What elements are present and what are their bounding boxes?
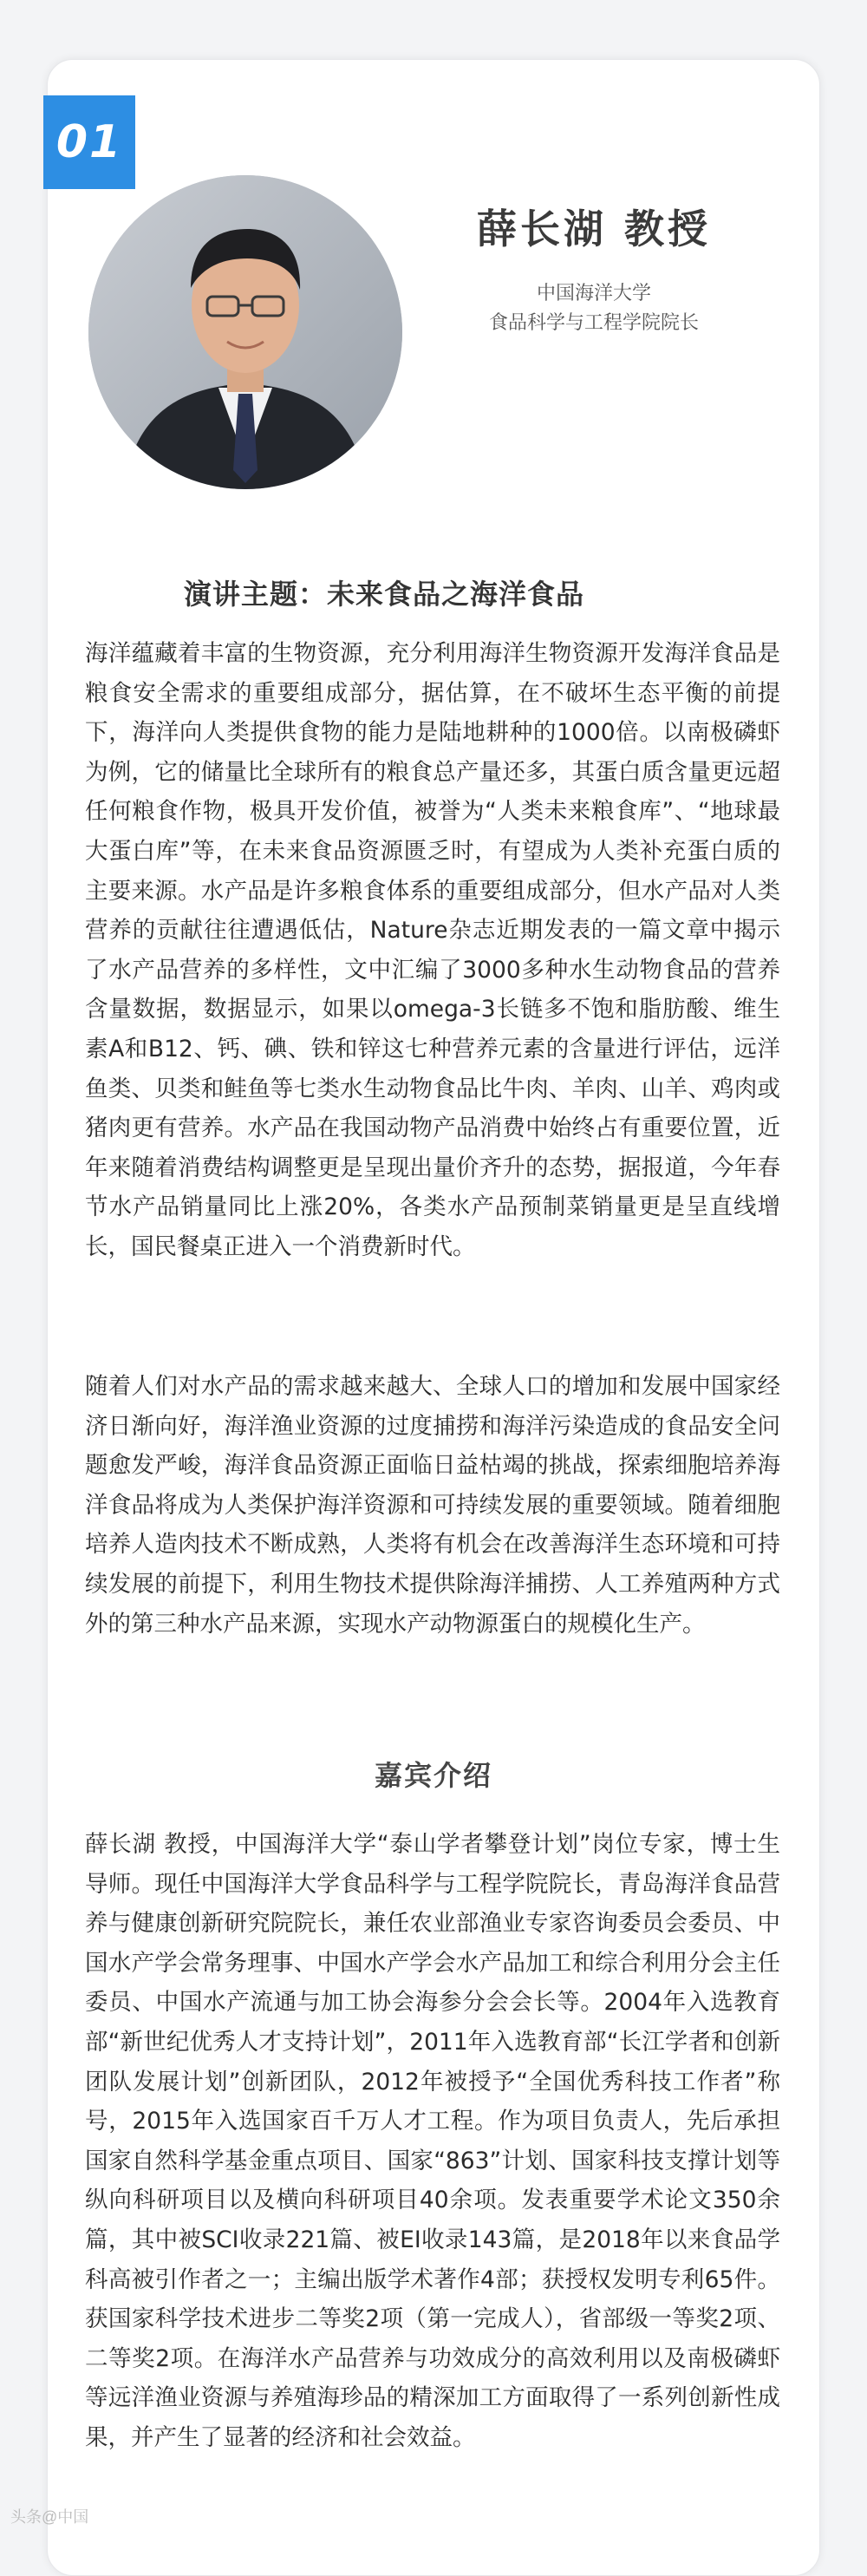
speaker-position: 食品科学与工程学院院长 — [488, 312, 699, 334]
watermark: 头条@中国 — [10, 2508, 89, 2526]
speaker-name: 薛长湖 教授 — [476, 206, 711, 252]
guest-heading: 嘉宾介绍 — [374, 1759, 492, 1792]
guest-bio-paragraph: 薛长湖 教授，中国海洋大学“泰山学者攀登计划”岗位专家，博士生导师。现任中国海洋大学食品科学与工程学院院长，青岛海洋食品营养与健康创新研究院院长，兼任农业部渔业专家咨询委员会委员、中国水产学会常务理事、中国水产学会水产品加工和综合利用分会主任委员、中国水产流通与加工协会海参分会会长等。2004年入选教育部“新世纪优秀人才支持计划”，2011年入选教育部“长江学者和创新团队发展计划”创新团队，2012年被授予“全国优秀科技工作者”称号，2015年入选国家百千万人才工程。作为项目负责人，先后承担国家自然科学基金重点项目、国家“863”计划、国家科技支撑计划等纵向科研项目以及横向科研项目40余项。发表重要学术论文350余篇，其中被SCI收录221篇、被EI收录143篇，是2018年以来食品学科高被引作者之一；主编出版学术著作4部；获授权发明专利65件。获国家科学技术进步二等奖2项（第一完成人），省部级一等奖2项、二等奖2项。在海洋水产品营养与功效成分的高效利用以及南极磷虾等远洋渔业资源与养殖海珍品的精深加工方面取得了一系列创新性成果，并产生了显著的经济和社会效益。 — [85, 1831, 780, 2451]
speaker-photo — [88, 175, 402, 489]
section-number-badge — [43, 95, 135, 189]
badge-number: 01 — [55, 116, 123, 168]
speaker-university: 中国海洋大学 — [536, 283, 651, 304]
topic-paragraph-1: 海洋蕴藏着丰富的生物资源，充分利用海洋生物资源开发海洋食品是粮食安全需求的重要组成部分，据估算，在不破坏生态平衡的前提下，海洋向人类提供食物的能力是陆地耕种的1000倍。以南极磷虾为例，它的储量比全球所有的粮食总产量还多，其蛋白质含量更远超任何粮食作物，极具开发价值，被誉为“人类未来粮食库”、“地球最大蛋白库”等，在未来食品资源匮乏时，有望成为人类补充蛋白质的主要来源。水产品是许多粮食体系的重要组成部分，但水产品对人类营养的贡献往往遭遇低估，Nature杂志近期发表的一篇文章中揭示了水产品营养的多样性，文中汇编了3000多种水生动物食品的营养含量数据，数据显示，如果以omega-3长链多不饱和脂肪酸、维生素A和B12、钙、碘、铁和锌这七种营养元素的含量进行评估，远洋鱼类、贝类和鲑鱼等七类水生动物食品比牛肉、羊肉、山羊、鸡肉或猪肉更有营养。水产品在我国动物产品消费中始终占有重要位置，近年来随着消费结构调整更是呈现出量价齐升的态势，据报道，今年春节水产品销量同比上涨20%，各类水产品预制菜销量更是呈直线增长，国民餐桌正进入一个消费新时代。 — [85, 640, 780, 1260]
speaker-info — [451, 198, 737, 338]
topic-heading: 演讲主题：未来食品之海洋食品 — [184, 578, 585, 611]
topic-paragraph-2: 随着人们对水产品的需求越来越大、全球人口的增加和发展中国家经济日渐向好，海洋渔业资源的过度捕捞和海洋污染造成的食品安全问题愈发严峻，海洋食品资源正面临日益枯竭的挑战，探索细胞培养海洋食品将成为人类保护海洋资源和可持续发展的重要领域。随着细胞培养人造肉技术不断成熟，人类将有机会在改善海洋生态环境和可持续发展的前提下，利用生物技术提供除海洋捕捞、人工养殖两种方式外的第三种水产品来源，实现水产动物源蛋白的规模化生产。 — [85, 1373, 780, 1638]
